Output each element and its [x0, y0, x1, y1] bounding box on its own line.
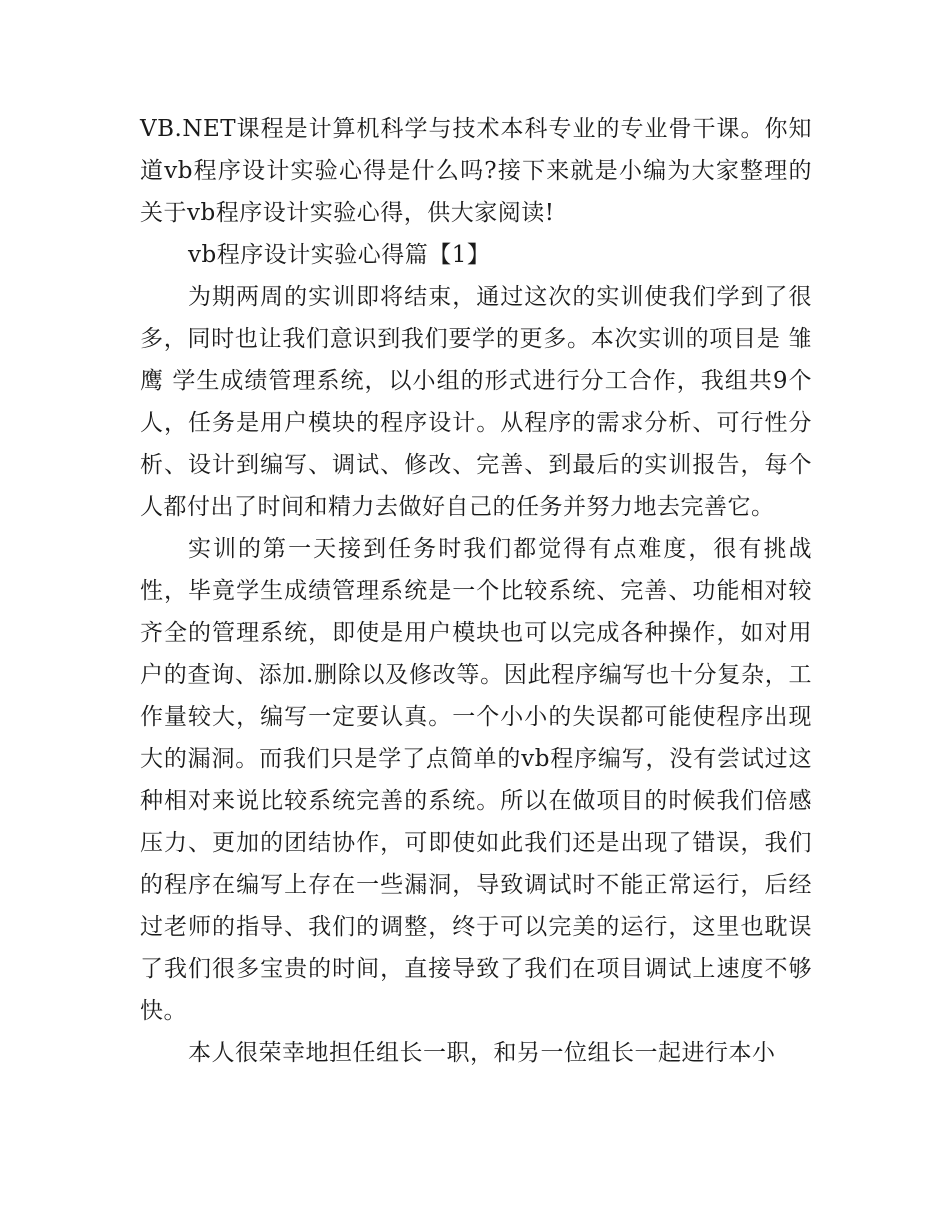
- body-paragraph-1: 为期两周的实训即将结束，通过这次的实训使我们学到了很多，同时也让我们意识到我们要学的更多。本次实训的项目是 雏鹰 学生成绩管理系统，以小组的形式进行分工合作，我组共9个人，任务是用户模块的程序设计。从程序的需求分析、可行性分析、设计到编写、调试、修改、完善、到最后的实训报告，每个人都付出了时间和精力去做好自己的任务并努力地去完善它。: [140, 284, 812, 520]
- body-paragraph-2: 实训的第一天接到任务时我们都觉得有点难度，很有挑战性，毕竟学生成绩管理系统是一个比较系统、完善、功能相对较齐全的管理系统，即使是用户模块也可以完成各种操作，如对用户的查询、添加.删除以及修改等。因此程序编写也十分复杂，工作量较大，编写一定要认真。一个小小的失误都可能使程序出现大的漏洞。而我们只是学了点简单的vb程序编写，没有尝试过这种相对来说比较系统完善的系统。所以在做项目的时候我们倍感压力、更加的团结协作，可即使如此我们还是出现了错误，我们的程序在编写上存在一些漏洞，导致调试时不能正常运行，后经过老师的指导、我们的调整，终于可以完美的运行，这里也耽误了我们很多宝贵的时间，直接导致了我们在项目调试上速度不够快。: [140, 536, 812, 1024]
- document-body: [140, 108, 812, 1074]
- section-heading: vb程序设计实验心得篇【1】: [188, 242, 491, 268]
- body-paragraph-3: 本人很荣幸地担任组长一职，和另一位组长一起进行本小: [188, 1040, 776, 1066]
- intro-paragraph: VB.NET课程是计算机科学与技术本科专业的专业骨干课。你知道vb程序设计实验心得是什么吗?接下来就是小编为大家整理的关于vb程序设计实验心得，供大家阅读!: [140, 116, 812, 226]
